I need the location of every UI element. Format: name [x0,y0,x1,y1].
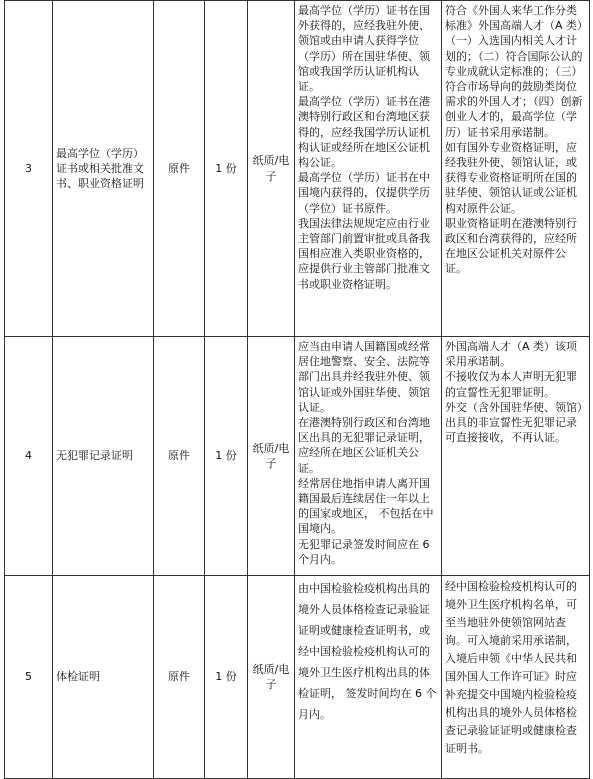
requirement-text: 最高学位（学历）证书在中国境内获得的，仅提供学历（学位）证书原件。 [298,171,430,215]
table-row [5,337,590,576]
requirement-text: 在港澳特别行政区和台湾地区出具的无犯罪记录证明，应经所在地区公证机关公证。 [298,416,430,475]
material-medium: 纸质/电子 [248,337,295,576]
material-name: 无犯罪记录证明 [53,337,154,576]
material-medium: 纸质/电子 [248,1,295,337]
requirement-text: 最高学位（学历）证书在港澳特别行政区和台湾地区获得的，应经我国学历认证机构认证或经所在地区公证机构公证。 [298,95,430,170]
material-name: 最高学位（学历）证书或相关批准文书、职业资格证明 [53,1,154,337]
note-text: 如有国外专业资格证明，应经我驻外使、领馆认证，或获得专业资格证明所在国的驻华使、领馆认证或公证机构对原件公证。 [445,140,577,215]
note-text: 职业资格证明在港澳特别行政区和台湾获得的，应经所在地区公证机关对原件公证。 [445,216,577,276]
requirement-text: 由中国检验检疫机构出具的境外人员体格检查记录验证证明或健康检查证明书，或经中国检验检疫机构认可的境外卫生医疗机构出具的体检证明， 签发时间均在 6 个月内。 [298,582,437,721]
row-number: 3 [5,1,53,337]
requirement-text: 无犯罪记录签发时间应在 6 个月内。 [298,537,430,566]
note-text: 外交（含外国驻华使、领馆）出具的非宣誓性无犯罪记录可直接接收，不再认证。 [445,400,583,445]
note-text: 符合《外国人来华工作分类标准》外国高端人才（A 类）（一）入选国内相关人才计划的；（二）符合国际公认的专业成就认定标准的；（三）符合市场导向的鼓励类岗位需求的外国人才；（四）创新创业人才的，最高学位（学历）证书采用承诺制。 [445,4,583,139]
note-text: 外国高端人才（A 类）该项采用承诺制。 [445,340,578,369]
table-row [5,576,590,779]
material-quantity: 1 份 [205,576,248,779]
table-row [5,1,590,337]
notes-cell [442,1,590,337]
material-form: 原件 [154,576,205,779]
note-text: 不接收仅为本人声明无犯罪的宣誓性无犯罪证明。 [445,370,577,399]
material-name: 体检证明 [53,576,154,779]
requirement-text: 我国法律法规规定应由行业主管部门前置审批或具备我国相应准入类职业资格的，应提供行业主管部门批准文书或职业资格证明。 [298,216,430,291]
requirements-cell [295,1,442,337]
material-medium: 纸质/电子 [248,576,295,779]
note-text: 经中国检验检疫机构认可的境外卫生医疗机构名单，可至当地驻外使领馆网站查询。可入境前采用承诺制，入境后申领《中华人民共和国外国人工作许可证》时应补充提交中国境内检验检疫机构出具的境外人员体格检查记录验证证明或健康检查证明书。 [445,580,577,755]
material-form: 原件 [154,337,205,576]
requirements-cell [295,576,442,779]
requirement-text: 经常居住地指申请人离开国籍国最后连续居住一年以上的国家或地区， 不包括在中国境内。 [298,476,434,536]
materials-table [4,0,590,779]
row-number: 5 [5,576,53,779]
notes-cell [442,576,590,779]
row-number: 4 [5,337,53,576]
requirements-cell [295,337,442,576]
notes-cell [442,337,590,576]
material-quantity: 1 份 [205,337,248,576]
requirement-text: 应当由申请人国籍国或经常居住地警察、安全、法院等部门出具并经我驻外使、领馆认证或外国驻华使、领馆认证。 [298,340,430,414]
material-quantity: 1 份 [205,1,248,337]
material-form: 原件 [154,1,205,337]
requirement-text: 最高学位（学历）证书在国外获得的，应经我驻外使、领馆或由申请人获得学位（学历）所在国驻华使、领馆或我国学历认证机构认证。 [298,4,430,94]
